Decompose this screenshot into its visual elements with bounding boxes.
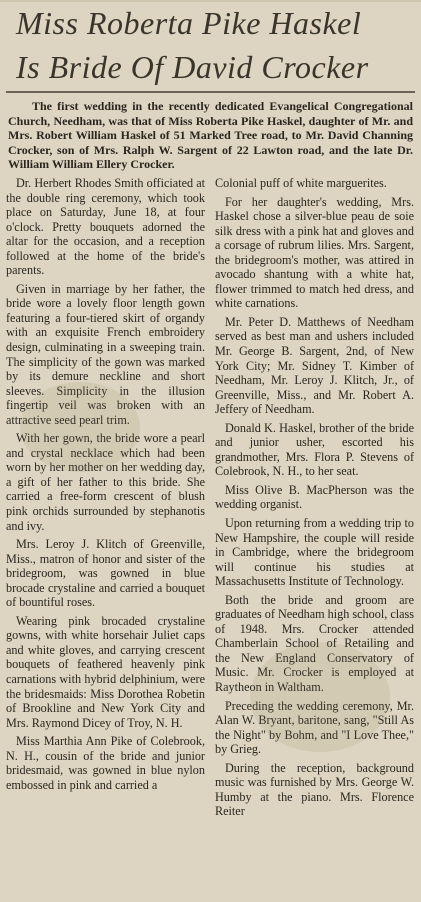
left-paragraph: Miss Marthia Ann Pike of Colebrook, N. H., cousin of the bride and junior bridesmaid, was gowned in blue nylon embossed in pink and carried a	[6, 734, 205, 792]
right-paragraph: Preceding the wedding ceremony, Mr. Alan W. Bryant, baritone, sang, "Still As the Night" by Bohm, and "I Love Thee," by Grieg.	[215, 698, 414, 757]
right-column	[215, 176, 414, 823]
right-paragraph: During the reception, background music was furnished by Mrs. George W. Humby at the piano. Mrs. Florence Reiter	[215, 760, 414, 819]
right-paragraph: For her daughter's wedding, Mrs. Haskel chose a silver-blue peau de soie silk dress with a pink hat and gloves and a corsage of rubrum lilies. Mrs. Sargent, the bridegroom's mother, was attired in avocado shantung with a white hat, flower trimmed to match hed dress, and white carnations.	[215, 194, 414, 311]
left-paragraph: Mrs. Leroy J. Klitch of Greenville, Miss., matron of honor and sister of the bridegroom, was gowned in blue brocade crystaline and carried a bouquet of bountiful roses.	[6, 537, 205, 610]
left-paragraph: Wearing pink brocaded crystaline gowns, with white horsehair Juliet caps and white gloves, and carrying crescent bouquets of feathered heavenly pink carnations with hybrid delphinium, were the bridesmaids: Miss Dorothea Robetin of Brookline and New York City and Mrs. Raymond Dicey of Troy, N. H.	[6, 613, 205, 730]
lead-paragraph: The first wedding in the recently dedicated Evangelical Congregational Church, Needham, was that of Miss Roberta Pike Haskel, daughter of Mr. and Mrs. Robert William Haskel of 51 Marked Tree road, to Mr. David Channing Crocker, son of Mrs. Ralph W. Sargent of 22 Lawton road, and the late Dr. William William Ellery Crocker.	[8, 99, 413, 172]
right-paragraph: Colonial puff of white marguerites.	[215, 175, 387, 190]
headline-line-1: Miss Roberta Pike Haskel	[16, 5, 362, 41]
headline-rule	[6, 91, 415, 93]
left-paragraph: Given in marriage by her father, the bride wore a lovely floor length gown featuring a four-tiered skirt of organdy with an exquisite French embroidery design, culminating in a sweeping train. The simplicity of the gown was marked by its demure neckline and short sleeves. Simplicity in the illusion fingertip veil was broken with an attractive seed pearl trim.	[6, 281, 205, 427]
headline-line-2: Is Bride Of David Crocker	[16, 49, 369, 85]
newspaper-clipping	[0, 2, 421, 902]
left-paragraph: With her gown, the bride wore a pearl and crystal necklace which had been worn by her mother on her wedding day, a gift of her father to this bride. She carried a free-form crescent of blush pink orchids surrounded by stephanotis and ivy.	[6, 431, 205, 533]
right-paragraph: Miss Olive B. MacPherson was the wedding organist.	[215, 482, 414, 512]
right-paragraph: Donald K. Haskel, brother of the bride and junior usher, escorted his grandmother, Mrs. Flora P. Stevens of Colebrook, N. H., to her seat.	[215, 420, 414, 479]
article-columns	[6, 176, 415, 823]
right-paragraph: Mr. Peter D. Matthews of Needham served as best man and ushers included Mr. George B. Sargent, 2nd, of New York City; Mr. Sidney T. Kimber of Needham, Mr. Leroy J. Klitch, Jr., of Greenville, Miss., and Mr. Robert A. Jeffery of Needham.	[215, 314, 414, 417]
right-paragraph: Upon returning from a wedding trip to New Hampshire, the couple will reside in Cambridge, where the bridegroom will continue his studies at Massachusetts Institute of Technology.	[215, 516, 414, 589]
right-paragraph: Both the bride and groom are graduates of Needham high school, class of 1948. Mrs. Crocker attended Chamberlain School of Retailing and the New England Conservatory of Music. Mr. Crocker is employed at Raytheon in Waltham.	[215, 592, 415, 695]
left-column	[6, 176, 205, 823]
left-paragraph: Dr. Herbert Rhodes Smith officiated at the double ring ceremony, which took place on Saturday, June 18, at four o'clock. Pretty bouquets adorned the altar for the occasion, and a reception followed at the home of the bride's parents.	[6, 175, 205, 278]
